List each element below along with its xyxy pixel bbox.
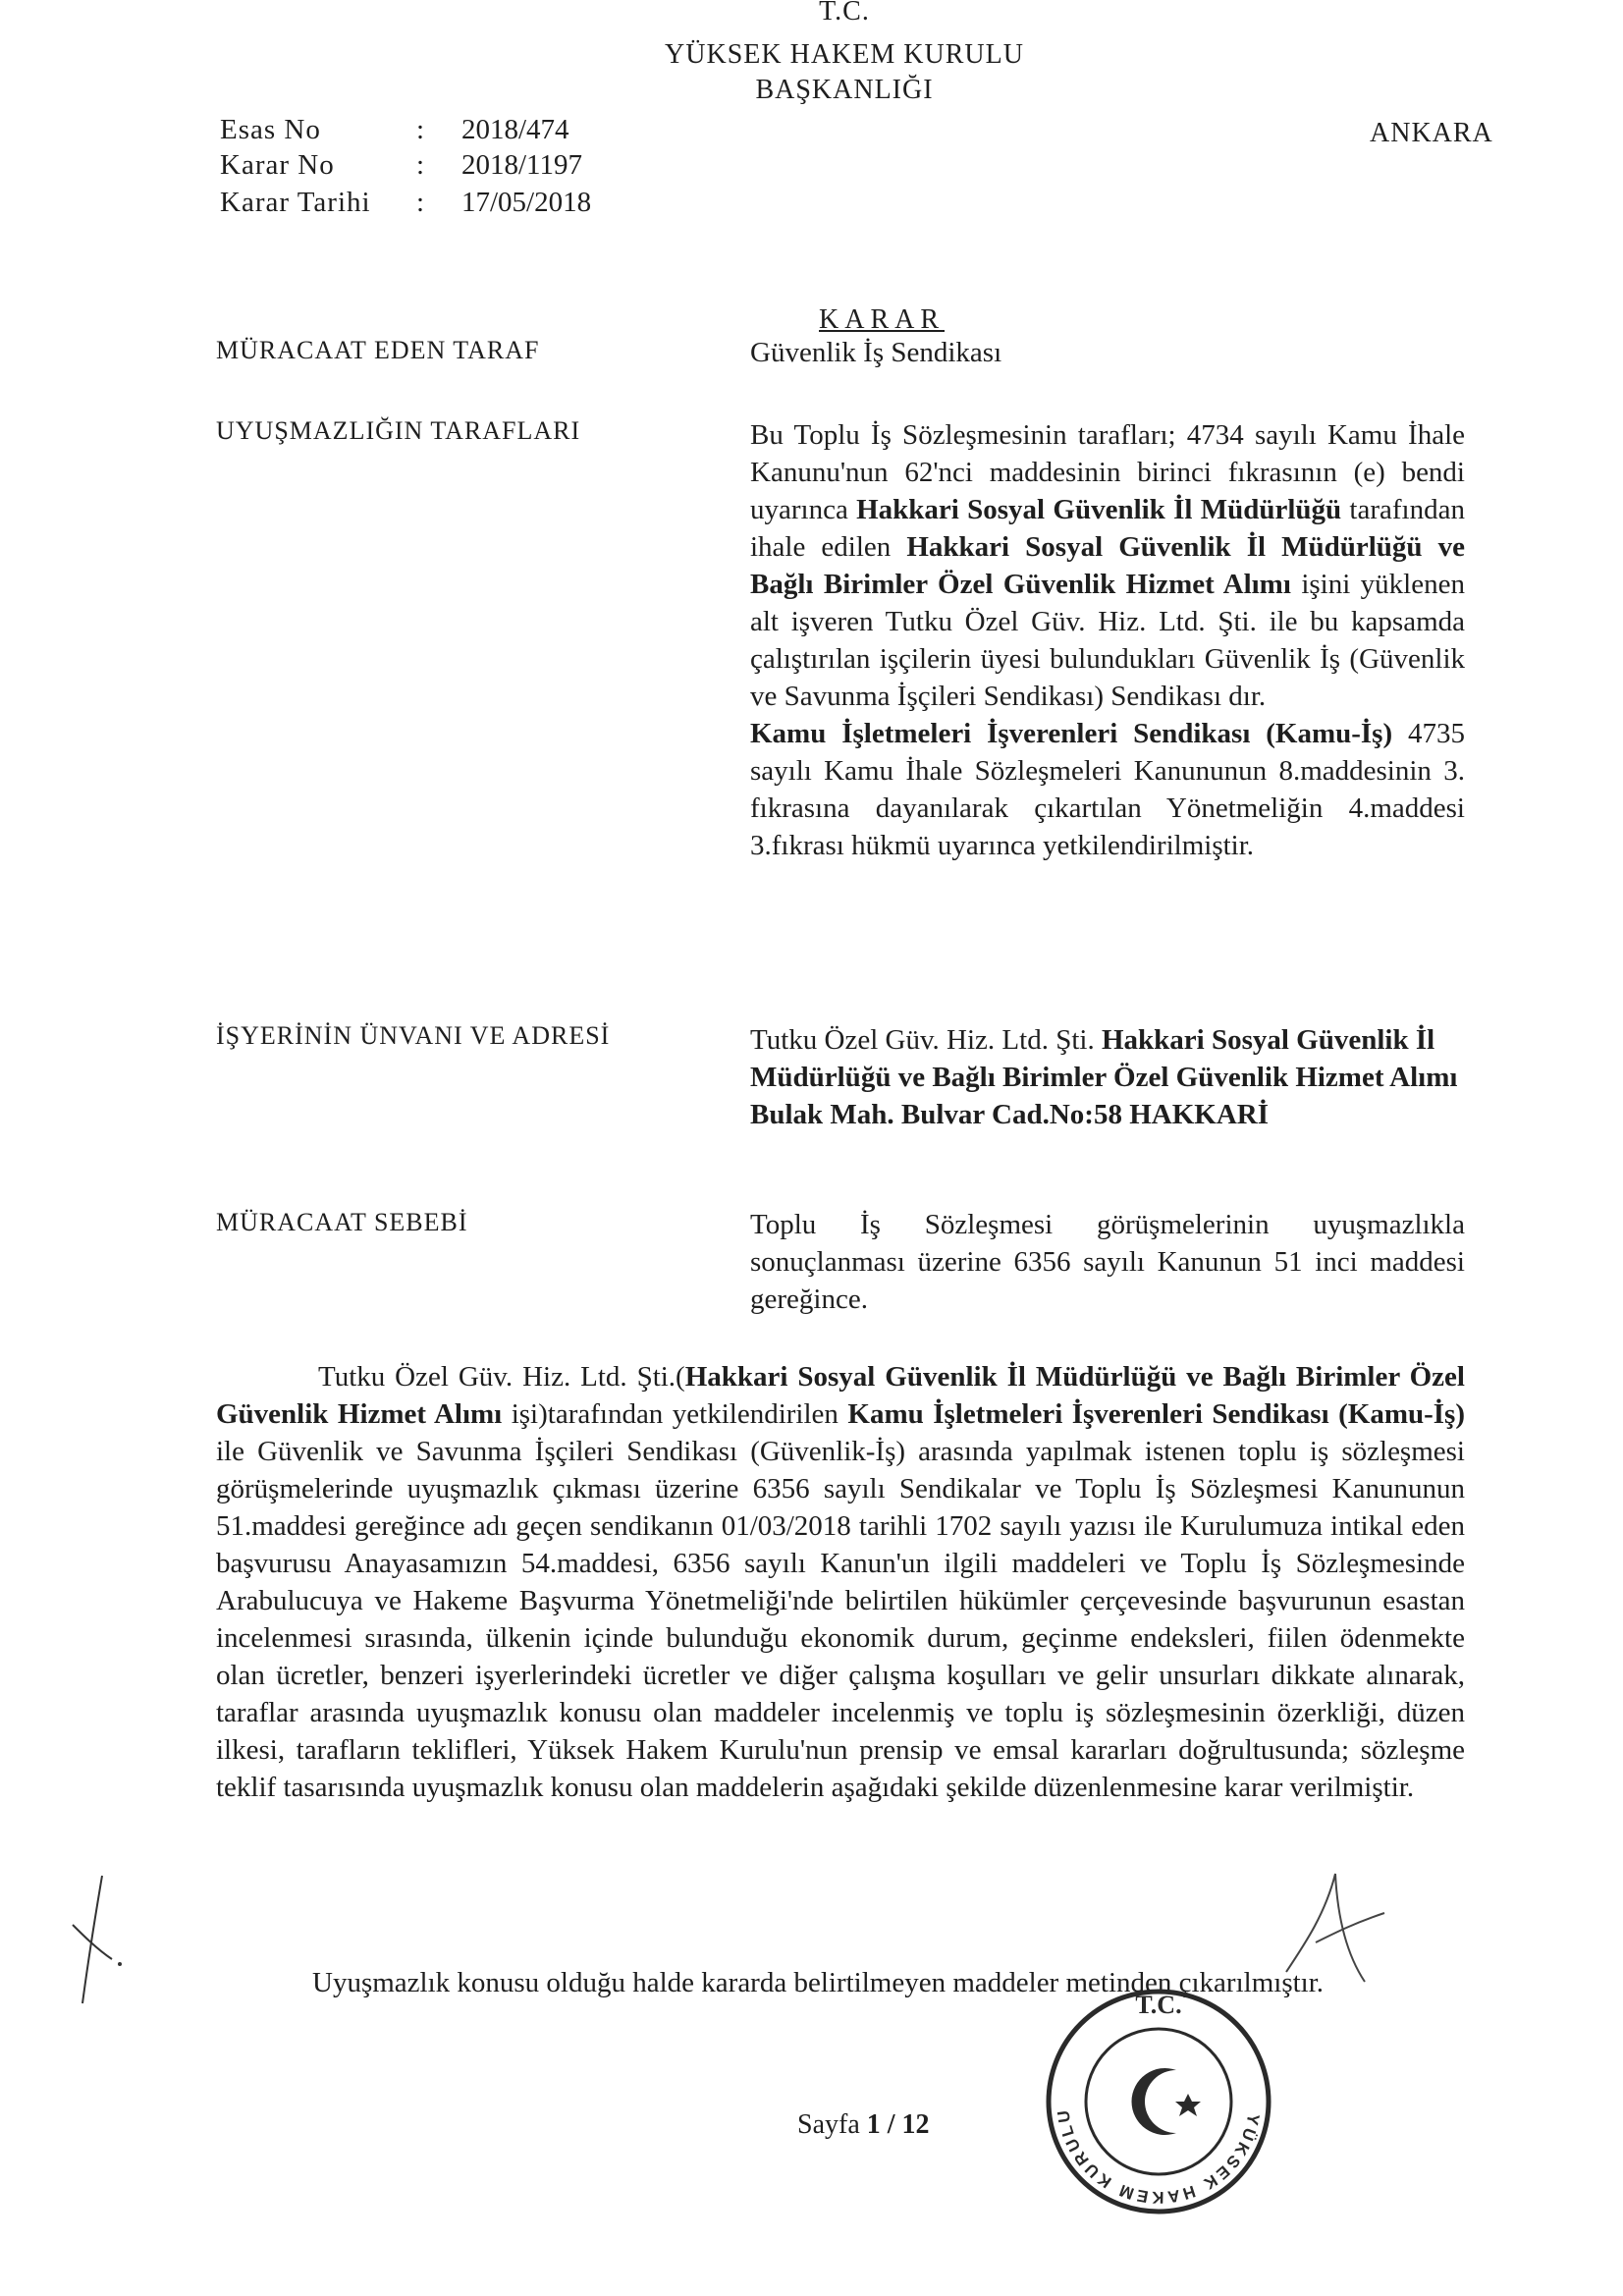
colon: : [416, 187, 425, 218]
colon: : [416, 149, 425, 181]
text-span: Tutku Özel Güv. Hiz. Ltd. Şti.( [318, 1361, 685, 1393]
removed-articles-paragraph: Uyuşmazlık konusu olduğu halde kararda belirtilmeyen maddeler metinden çıkarılmıştır. [312, 1967, 1325, 1998]
text-span: Tutku Özel Güv. Hiz. Ltd. Şti. [750, 1024, 1102, 1056]
taraflar-text [750, 416, 1465, 864]
text-span: işi)tarafından yetkilendirilen [502, 1398, 848, 1430]
page-label: Sayfa [797, 2109, 860, 2140]
text-span: 4735 sayılı Kamu İhale Sözleşmeleri Kanununun 8.maddesinin 3. fıkrasına dayanılarak çıkartılan Yönetmeliğin 4.maddesi 3.fıkrası hükmü uyarınca yetkilendirilmiştir. [750, 718, 1465, 861]
page-separator: / [880, 2109, 902, 2140]
karar-value: 2018/1197 [461, 149, 582, 181]
taraflar-paragraph-2 [750, 715, 1465, 864]
meta-tarih-row [220, 185, 591, 220]
text-span: ile Güvenlik ve Savunma İşçileri Sendikası (Güvenlik-İş) arasında yapılmak istenen toplu iş sözleşmesi görüşmelerinde uyuşmazlık çıkması üzerine 6356 sayılı Sendikalar ve Toplu İş Sözleşmesi Kanununun 51.maddesi gereğince adı geçen sendikanın 01/03/2018 tarihli 1702 sayılı yazısı ile Kurulumuza intikal eden başvurusu Anayasamızın 54.maddesi, 6356 sayılı Kanun'un ilgili maddeleri ve Toplu İş Sözleşmesinde Arabulucuya ve Hakeme Başvurma Yönetmeliği'nde belirtilen hükümler çerçevesinde başvurunun esastan incelenmesi sırasında, ülkenin içinde bulunduğu ekonomik durum, geçinme endeksleri, fiilen ödenmekte olan ücretler, benzeri işyerlerindeki ücretler ve diğer çalışma koşulları ve gelir unsurları dikkate alınarak, taraflar arasında uyuşmazlık konusu olan maddeler incelenmiş ve toplu iş sözleşmesinin özerkliği, düzen ilkesi, tarafların teklifleri, Yüksek Hakem Kurulu'nun prensip ve emsal kararları doğrultusunda; sözleşme teklif tasarısında uyuşmazlık konusu olan maddelerin aşağıdaki şekilde düzenlenmesine karar verilmiştir. [216, 1436, 1465, 1803]
isyeri-name [750, 1021, 1465, 1096]
sebep-value: Toplu İş Sözleşmesi görüşmelerinin uyuşmazlıkla sonuçlanması üzerine 6356 sayılı Kanunun 51 inci maddesi gereğince. [750, 1209, 1465, 1315]
bold-span: Hakkari Sosyal Güvenlik İl Müdürlüğü ve Bağlı Birimler Özel Güvenlik Hizmet Alımı [216, 1361, 1465, 1430]
text-span: Bu Toplu İş Sözleşmesinin tarafları; 4734 sayılı Kamu İhale Kanunu'nun 62'nci maddesinin birinci fıkrasının (e) bendi uyarınca [750, 419, 1465, 525]
seal-top-text: T.C. [1135, 1991, 1182, 2019]
text-span: tarafından ihale edilen [750, 494, 1465, 563]
official-seal-stamp [1041, 1984, 1276, 2219]
basvuran-label: MÜRACAAT EDEN TARAF [216, 336, 540, 364]
taraflar-label: UYUŞMAZLIĞIN TARAFLARI [216, 416, 581, 445]
handwritten-initial [43, 1866, 141, 2013]
bold-span: Kamu İşletmeleri İşverenleri Sendikası (Kamu-İş) [750, 718, 1393, 749]
decision-paragraph [216, 1358, 1465, 1806]
tarih-value: 17/05/2018 [461, 187, 592, 218]
text-span: işini yüklenen alt işveren Tutku Özel Güv. Hiz. Ltd. Şti. ile bu kapsamda çalıştırılan işçilerin üyesi bulundukları Güvenlik İş (Güvenlik ve Savunma İşçileri Sendikası) Sendikası dır. [750, 569, 1465, 712]
city-label: ANKARA [1370, 118, 1493, 148]
bold-span: Kamu İşletmeleri İşverenleri Sendikası (Kamu-İş) [847, 1398, 1465, 1430]
karar-label: Karar No [220, 149, 335, 181]
isyeri-text [750, 1021, 1465, 1133]
sebep-label: MÜRACAAT SEBEBİ [216, 1208, 468, 1236]
institution-subtitle: BAŞKANLIĞI [755, 75, 934, 105]
bold-span: Hakkari Sosyal Güvenlik İl Müdürlüğü ve Bağlı Birimler Özel Güvenlik Hizmet Alımı [750, 1024, 1458, 1093]
page-total: 12 [901, 2109, 930, 2140]
signature-mark [1276, 1854, 1394, 1992]
isyeri-label: İŞYERİNİN ÜNVANI VE ADRESİ [216, 1021, 611, 1050]
svg-text:YÜKSEK HAKEM KURULU [1054, 2106, 1263, 2207]
colon: : [416, 114, 425, 145]
meta-esas-row [220, 112, 569, 147]
basvuran-value: Güvenlik İş Sendikası [750, 337, 1002, 368]
page-current: 1 [866, 2109, 881, 2140]
bold-span: Hakkari Sosyal Güvenlik İl Müdürlüğü ve Bağlı Birimler Özel Güvenlik Hizmet Alımı [750, 531, 1465, 600]
taraflar-paragraph-1 [750, 416, 1465, 715]
meta-karar-row [220, 147, 582, 183]
isyeri-address: Bulak Mah. Bulvar Cad.No:58 HAKKARİ [750, 1099, 1269, 1130]
tc-heading: T.C. [819, 0, 870, 27]
bold-span: Hakkari Sosyal Güvenlik İl Müdürlüğü [856, 494, 1342, 525]
page-number [797, 2109, 930, 2141]
karar-title: KARAR [819, 304, 946, 335]
seal-ring-text: YÜKSEK HAKEM KURULU [1053, 2105, 1264, 2208]
institution-name: YÜKSEK HAKEM KURULU [665, 39, 1024, 70]
esas-label: Esas No [220, 114, 321, 145]
esas-value: 2018/474 [461, 114, 569, 145]
tarih-label: Karar Tarihi [220, 187, 371, 218]
